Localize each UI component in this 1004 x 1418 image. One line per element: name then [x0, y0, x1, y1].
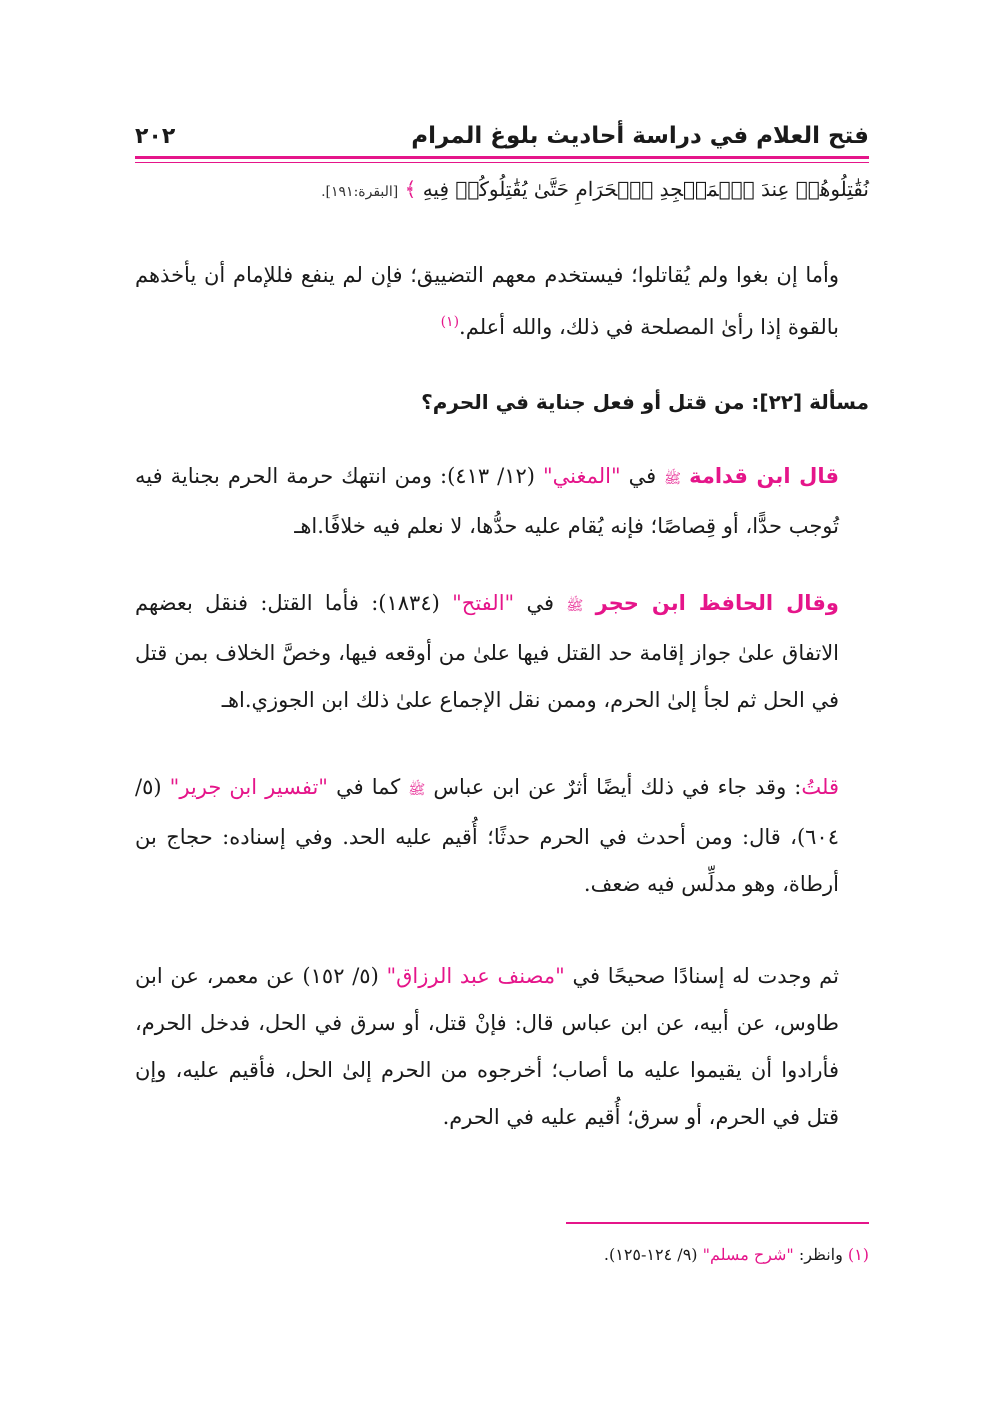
header-rule-thin [135, 162, 869, 163]
footnote-number: (١) [847, 1245, 869, 1264]
source-title: "المغني" [542, 464, 621, 488]
paragraph-4-text-c: (٥/ ٦٠٤)، قال: ومن أحدث في الحرم حدثًا؛ أُقيم عليه الحد. وفي إسناده: حجاج بن أرطاة، وهو مدلِّس فيه ضعف. [135, 775, 839, 896]
footnote-separator [566, 1222, 869, 1224]
paragraph-5-text-a: ثم وجدت له إسنادًا صحيحًا في [564, 964, 839, 988]
paragraph-5 [135, 953, 869, 1141]
honorific: ﷺ [664, 471, 682, 487]
paragraph-3-text: (١٨٣٤): فأما القتل: فنقل بعضهم الاتفاق علىٰ جواز إقامة حد القتل فيها علىٰ من أوقعه فيها، وخصَّ الخلاف بمن قتل في الحل ثم لجأ إلىٰ الحرم، وممن نقل الإجماع علىٰ ذلك ابن الجوزي.اهـ [135, 591, 839, 712]
paragraph-3 [135, 580, 869, 724]
qultu-label: قلتُ [801, 775, 840, 799]
book-title: فتح العلام في دراسة أحاديث بلوغ المرام [411, 123, 869, 149]
source-title: "تفسير ابن جرير" [169, 775, 328, 799]
paragraph-2 [135, 453, 869, 550]
section-heading: مسألة [٢٢]: من قتل أو فعل جناية في الحرم؟ [421, 390, 869, 414]
source-title: "مصنف عبد الرزاق" [386, 964, 565, 988]
footnote-marker: (١) [440, 314, 460, 330]
connector: في [514, 591, 567, 615]
verse-reference: [البقرة:١٩١]. [321, 184, 399, 200]
footnote [135, 1240, 869, 1270]
verse-close-bracket: ﴾ [404, 177, 417, 201]
header-rule [135, 156, 869, 159]
honorific: ﷺ [408, 782, 426, 798]
honorific: ﷺ [566, 598, 584, 614]
paragraph-4-text-b: كما في [327, 775, 409, 799]
quran-verse [135, 172, 869, 209]
footnote-source: "شرح مسلم" [702, 1245, 794, 1264]
page-number: ٢٠٢ [135, 123, 176, 149]
verse-text: نُقَٰتِلُوهُمۡ عِندَ ٱلۡمَسۡجِدِ ٱلۡحَرَامِ حَتَّىٰ يُقَٰتِلُوكُمۡ فِيهِ [422, 177, 869, 201]
paragraph-4-text-a: : وقد جاء في ذلك أيضًا أثرٌ عن ابن عباس [425, 775, 802, 799]
paragraph-5-text-b: (٥/ ١٥٢) عن معمر، عن ابن طاوس، عن أبيه، عن ابن عباس قال: فإنْ قتل، أو سرق في الحل، فدخل الحرم، فأرادوا أن يقيموا عليه ما أصاب؛ أخرجوه من الحرم إلىٰ الحل، فأقيم عليه، وإن قتل في الحرم، أو سرق؛ أُقيم عليه في الحرم. [135, 964, 839, 1129]
paragraph-4 [135, 764, 869, 908]
source-title: "الفتح" [452, 591, 515, 615]
connector: في [620, 464, 665, 488]
paragraph-2-text: (١٢/ ٤١٣): ومن انتهك حرمة الحرم بجناية فيه تُوجب حدًّا، أو قِصاصًا؛ فإنه يُقام عليه حدُّها، لا نعلم فيه خلافًا.اهـ [135, 464, 839, 538]
running-header [135, 116, 869, 156]
author-name: قال ابن قدامة [689, 464, 839, 488]
page [135, 0, 869, 1418]
footnote-ref: (٩/ ١٢٤-١٢٥). [603, 1245, 703, 1264]
author-name: وقال الحافظ ابن حجر [595, 591, 839, 615]
paragraph-1-text: وأما إن بغوا ولم يُقاتلوا؛ فيستخدم معهم التضييق؛ فإن لم ينفع فللإمام أن يأخذهم بالقوة إذا رأىٰ المصلحة في ذلك، والله أعلم. [135, 263, 839, 339]
footnote-text: وانظر: [793, 1245, 848, 1264]
paragraph-1 [135, 252, 869, 351]
